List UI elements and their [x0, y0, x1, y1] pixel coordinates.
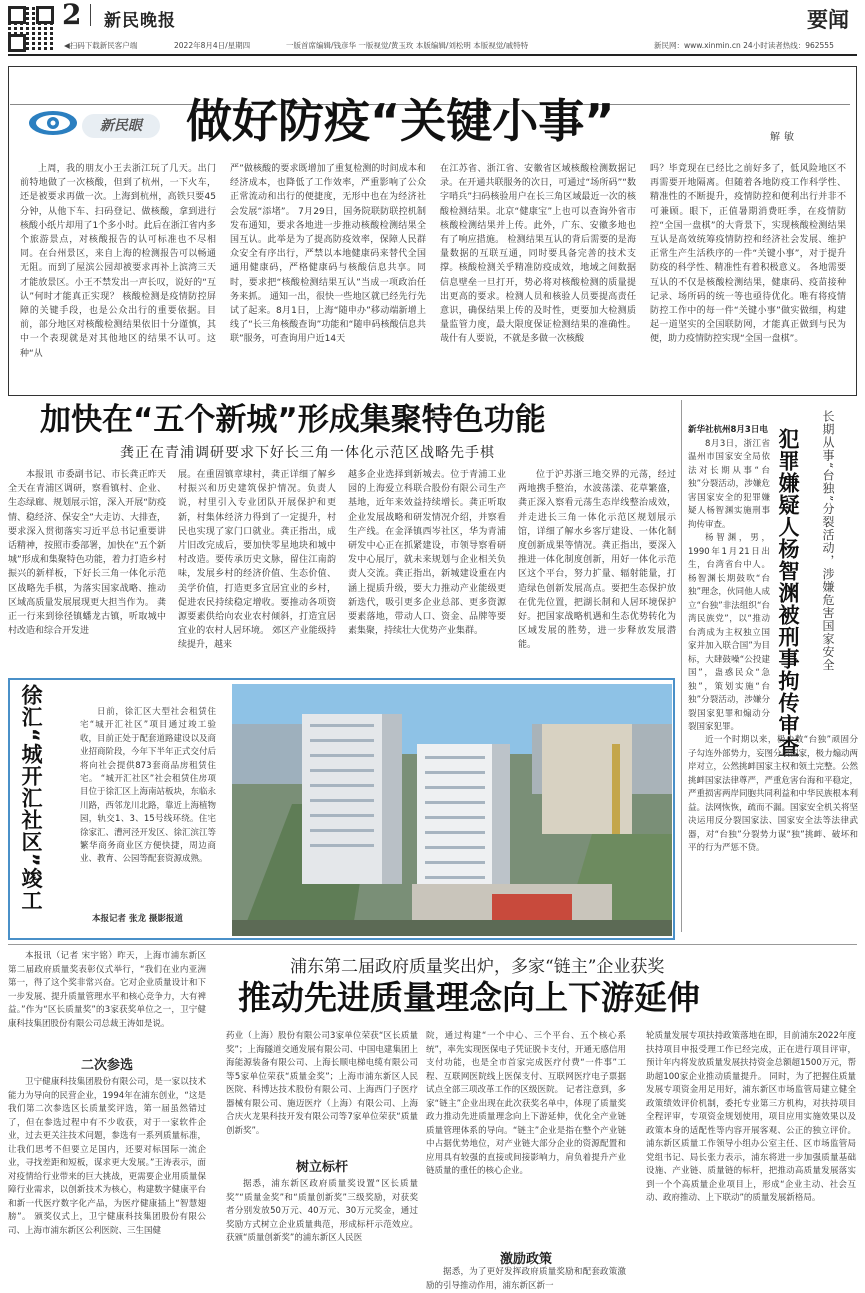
sidebar-source: 新华社杭州8月3日电 [688, 425, 768, 435]
article2-column-3: 院，通过构建“一个中心、三个平台、五个核心系统”，率先实现医保电子凭证脱卡支付，开通无感信用支付功能，也是全市首家完成医疗付费“一件事”工程、互联网医院线上医保支付、互联网医疗电子票据试点全部三项改革工作的区级医院。 记者注意到，多家“链主”企业出现在此次获奖名单中，体现了质量奖政力推动先进质量理念向上下游延伸，优化全产业链质量管理体系的导向。“链主”企业是指在整个产业链中占据优势地位，对产业链大部分企业的资源配置和应用具有较强的直接或间接影响力，肩负着提升产业链质量的重任的核心企业。 [426, 1031, 626, 1176]
article2-section3-text: 据悉，为了更好发挥政府质量奖励和配套政策激励的引导推动作用，浦东新区新一 [426, 1267, 626, 1291]
article2-title: 推动先进质量理念向上下游延伸 [238, 978, 700, 1017]
sidebar-title: 犯罪嫌疑人杨智渊被刑事拘传审查 [776, 428, 800, 758]
eye-icon [26, 108, 80, 138]
article2-column-2: 药业（上海）股份有限公司3家单位荣获“区长质量奖”；上海隧道交通发展有限公司、中国电建集团上海能源装备有限公司、上海长顺电梯电缆有限公司等5家单位荣获“质量金奖”；上海市浦东新区人民医院、科博达技术股份有限公司、上海西门子医疗器械有限公司、施迈医疗（上海）有限公司、上海合庆火龙果科技开发有限公司等7家单位荣获“质量创新奖”。 [226, 1031, 418, 1136]
editorial-column-3: 在江苏省、浙江省、安徽省区域核酸检测数据记录。在开通共联服务的次日，可通过“场所码”“数字哨兵”扫码核验用户在长三角区域最近一次的核酸检测结果。北京“健康宝”上也可以查询外省市核酸检测结果并上传。此外，广东、安徽多地也有了响应措施。 检测结果互认的背后需要的是海量数据的互联互通，同时要具备完善的技术支撑。核酸检测关乎精准防疫成效，地域之间数据信息壁垒一旦打开，势必将对核酸检测的质量提出更高的要求。检测人员和核验人员要提高责任意识，确保结果上传的及时性，更要加大检测质量监管力度，最大限度保证检测结果的准确性。 哉什有人要说，不就是多做一次核酸 [440, 164, 636, 345]
editorial-column-2: 严”做核酸的要求既增加了重复检测的时间成本和经济成本，也降低了工作效率，严重影响了公众正常流动和出行的便捷度，无形中也在为经济社会发展“添堵”。 7月29日，国务院联防联控机制发布通知，要求各地进一步推动核酸检测结果全国互认。此举是为了提高防疫效率，保障人民群众安全有序出行，严禁以本地健康码来替代全国通用健康码，严格健康码与核酸信息共享。同时，要求把“核酸检测结果互认”当成一项政治任务来抓。 通知一出，很快一些地区就已经先行先试了起来。8月1日，上海“随申办”移动端新增上线了“长三角核酸查询”功能和“随申码核酸信息共联”服务，可查询用户近14天 [230, 164, 426, 345]
article2-section2-title: 树立标杆 [295, 1160, 348, 1175]
editorial-column-4: 吗？毕竟现在已经比之前好多了，低风险地区不再需要开地隔离。但随着各地防疫工作科学性、精准性的不断提升，疫情防控和便利出行并非不可兼顾。眼下，正值暑期消费旺季，在疫情防控“全国一盘棋”的大背景下，实现核酸检测结果互认是高效统筹疫情防控和经济社会发展、维护正常生产生活秩序的一件“关键小事”，对于提升防疫的科学性、精准性有着积极意义。 各地需要互认的不仅是核酸检测结果，健康码、疫苗接种记录、场所码的统一等也亟待优化。唯有将疫情防控工作中的每一件“关键小事”做实做细，构建起一道坚实的全国联防网，才能真正做到与民为便，助力疫情防控实现“全国一盘棋”。 [650, 164, 846, 345]
section-name: 要闻 [807, 8, 849, 32]
editor-credits: 一版首席编辑/钱彦华 一版视觉/黄玉玫 本版编辑/刘松明 本版视觉/戚特特 [286, 41, 529, 50]
column-logo: 新民眼 [82, 114, 160, 138]
article2-kicker: 浦东第二届政府质量奖出炉，多家“链主”企业获奖 [290, 957, 665, 977]
website-hotline: 新民网：www.xinmin.cn 24小时读者热线：962555 [654, 41, 834, 50]
article2-column-4: 轮质量发展专项扶持政策落地在即，目前浦东2022年度扶持项目申报受理工作已经完成，正在进行项目评审，预计年内将发放质量发展扶持资金总额超1500万元，帮助超100家企业推动质量提升。 同时，为了把握住质量发展专项资金用足用好，浦东新区市场监管局建立健全政策绩效评价机制，委托专业第三方机构，对扶持项目全程评审，专项资金规划使用，项目应用实施效果以及政策本身的适配性等内容开展客观、公正的独立评价。 浦东新区质量工作领导小组办公室主任、区市场监管局党组书记、局长张力表示，浦东将进一步加强质量基础设施、产业链、质量链的标杆，把推动高质量发展落实到一个个高质量企业项目上，形成“企业主动、社会互动、政府推动、上下联动”的质量发展新格局。 [646, 1031, 856, 1203]
photo-story-text: 日前，徐汇区大型社会租赁住宅“城开汇社区”项目通过竣工验收，目前正处于配套道路建设以及商业招商阶段，今年下半年正式交付后将向社会提供873套商品房租赁住宅。 “城开汇社区”社会租赁住房项目位于徐汇区上海南站板块，东临永川路，西邻龙川北路，靠近上海植物园，轨交1、3、15号线环绕。住宅徐家汇、漕河泾开发区、徐汇滨江等繁华商务商业区方便快捷，周边商业、教育、公园等配套资源成熟。 [80, 707, 217, 865]
sidebar-subtitle: 长期从事“台独”分裂活动，涉嫌危害国家安全 [821, 410, 835, 672]
article1-subtitle: 龚正在青浦调研要求下好长三角一体化示范区战略先手棋 [120, 445, 495, 461]
article1-column-4: 位于沪苏浙三地交界的元荡，经过两地携手整治，水波荡漾、花草繁盛，龚正深入察看元荡生态岸线整治成效，并走进长三角一体化示范区规划展示馆，详细了解水乡客厅建设、一体化制度创新成果等情况。龚正指出，要深入推进一体化制度创新，用好一体化示范区这个平台，努力扩量、辐射能量，打造绿色创新发展高点。要把生态保护放在优先位置，把湖长制和人居环境保护好。把国家战略机遇和生态优势转化为区域发展的胜势，进一步释放发展潜能。 [518, 470, 676, 651]
header-rule [8, 54, 857, 56]
issue-date: 2022年8月4日/星期四 [174, 41, 251, 50]
paper-name: 新民晚报 [104, 11, 176, 31]
photo-credit: 本报记者 张龙 摄影报道 [92, 914, 183, 924]
article1-column-1: 本报讯 市委副书记、市长龚正昨天全天在青浦区调研，察看镇村、企业、生态绿廊、规划展示馆，深入开展“防疫情、稳经济、保安全”大走访、大排查，要求深入贯彻落实习近平总书记重要讲话精神，按照市委部署，加快在“五个新城”形成和集聚特色功能，着力打造乡村振兴的新样板，下好长三角一体化示范区战略先手棋，为落实国家战略、推动区域高质量发展展现更大担当作为。 龚正一行来到徐径镇蟠龙古镇，听取城中村改造和综合开发进 [8, 470, 166, 637]
editorial-title: 做好防疫“关键小事” [186, 94, 615, 148]
qr-code[interactable] [8, 6, 54, 52]
article2-section3-title: 激励政策 [499, 1252, 552, 1267]
article1-title: 加快在“五个新城”形成集聚特色功能 [40, 402, 546, 438]
editorial-column-1: 上周，我的朋友小王去浙江玩了几天。出门前特地做了一次核酸，但到了杭州，一下火车，还是被要求再做一次。上海到杭州，高铁只要45分钟，从他下车、扫码登记、做核酸，拿到进行核酸小纸片却用了1个多小时。此后在浙江省内多个旅游景点，对核酸报告的认可标准也不尽相同。在台州景区，来自上海的检测报告可以畅通无阻。而到了屋滨公园却被要求再补上滨湾三天才能放景区。小王不禁发出一声长叹，说好的“互认”何时才能真正实现？ 核酸检测是疫情防控屏障的关键手段，也是公众出行的重要依据。目前，部分地区对核酸检测结果依旧十分谨慎，其中一个表现就是对其他地区的结果不认可。这种“从 [20, 164, 216, 359]
building-photo [232, 684, 672, 936]
qr-caption: ◀扫码下载新民客户端 [64, 41, 138, 50]
editorial-author: 解敏 [770, 132, 798, 143]
article2-section1-text: 卫宁健康科技集团股份有限公司，是一家以技术能力为导向的民营企业，1994年在浦东创业，“这是我们第二次参选区长质量奖评选，第一届虽然错过了，但在参选过程中有不少收获，对于一家软件企业，过去更关注技术问题，参选有一系列质量标准，让我们思考不但要立足国内，还要对标国际一流企业，寻找差距和短板，谋求更大发展。”王涛表示，面对疫情给行业带来的巨大挑战，更需要企业用质量保障行业需求，以创新技术为核心，构建数字健康平台和新一代医疗数字化产品，为医疗健康插上“智慧翅膀”。 颁奖仪式上，卫宁健康科技集团股份有限公司、上海市浦东新区公利医院、三生国健 [8, 1077, 206, 1236]
sidebar-column-2: 近一个时期以来，极少数“台独”顽固分子勾连外部势力，妄图分裂国家，极力煽动两岸对立，公然挑衅国家主权和领土完整。公然挑衅国家法律尊严，严重危害台海和平稳定，严重损害两岸同胞共同利益和中华民族根本利益。法网恢恢，疏而不漏。国家安全机关将坚决运用反分裂国家法、国家安全法等法律武器，对“台独”分裂势力谋“独”挑衅、破坏和平的行为严惩不贷。 [688, 735, 859, 853]
article2-section2-text: 据悉，浦东新区政府质量奖设置“区长质量奖”“质量金奖”和“质量创新奖”三级奖励，对获奖者分别发放50万元、40万元、30万元奖金，通过奖励方式树立企业质量典范，形成标杆示范效应。 获颁“质量创新奖”的浦东新区人民医 [226, 1179, 418, 1243]
article2-section1-title: 二次参选 [80, 1058, 133, 1073]
page-number: 2 [62, 0, 82, 31]
article1-column-2: 展。在重固镇章埭村，龚正详细了解乡村振兴和历史建筑保护情况。负责人说，村里引入专业团队开展保护和更新，村集体经济力得到了一定提升，村民也实现了家门口就业。龚正指出，成片旧改完成后，要加快零星地块和城中村改造。要传承历史文脉，留住江南韵味，发展乡村的经济价值、生态价值、美学价值，打造更多宜居宜业的乡村，促进农民持续稳定增收。要推动各项资源要素供给向农业农村倾斜，打造宜居宜业的农村人居环境。 郊区产业能级持续提升，越来 [178, 470, 336, 651]
article2-lead: 本报讯（记者 宋宇铭）昨天，上海市浦东新区第二届政府质量奖表彰仪式举行，“我们在业内亚洲第一，得了这个奖非常兴奋。它对企业质量设计和下一步发展、提升质量管理水平和核心竞争力，大有裨益。”作为“区长质量奖”的3家获奖单位之一，卫宁健康科技集团股份有限公司总裁王涛如是说。 [8, 951, 206, 1029]
sidebar-column-1: 新华社杭州8月3日电 8月3日，浙江省温州市国家安全局依法对长期从事“台独”分裂活动，涉嫌危害国家安全的犯罪嫌疑人杨智渊实施刑事拘传审查。 杨智渊，男，1990年1月21日出生，台湾省台中人。杨智渊长期鼓吹“台独”理念，伙同他人成立“台独”非法组织“台湾民族党”，以“推动台湾成为主权独立国家并加入联合国”为目标，大肆鼓噪“公投建国”，蛊惑民众“急独”，策划实施“台独”分裂活动，涉嫌分裂国家犯罪和煽动分裂国家犯罪。 [688, 425, 770, 732]
article1-column-3: 越多企业选择到新城去。位于青浦工业园的上海爱立科联合股份有限公司生产基地，近年来效益持续增长。龚正听取企业发展战略和研发情况介绍，并察看生产线。在金泽镇西岑社区，华为青浦研发中心正在抓紧建设，市领导察看研发中心展厅，就未来规划与企业相关负责人交流。龚正指出，新城建设重在内涵上提质升级，要大力推动产业能级更新迭代，吸引更多企业总部、更多资源要素落地，带动人口、资金、品牌等要素集聚，持续壮大优势产业集群。 [348, 470, 506, 637]
photo-story-title: 徐汇“城开汇社区”竣工 [19, 684, 43, 912]
